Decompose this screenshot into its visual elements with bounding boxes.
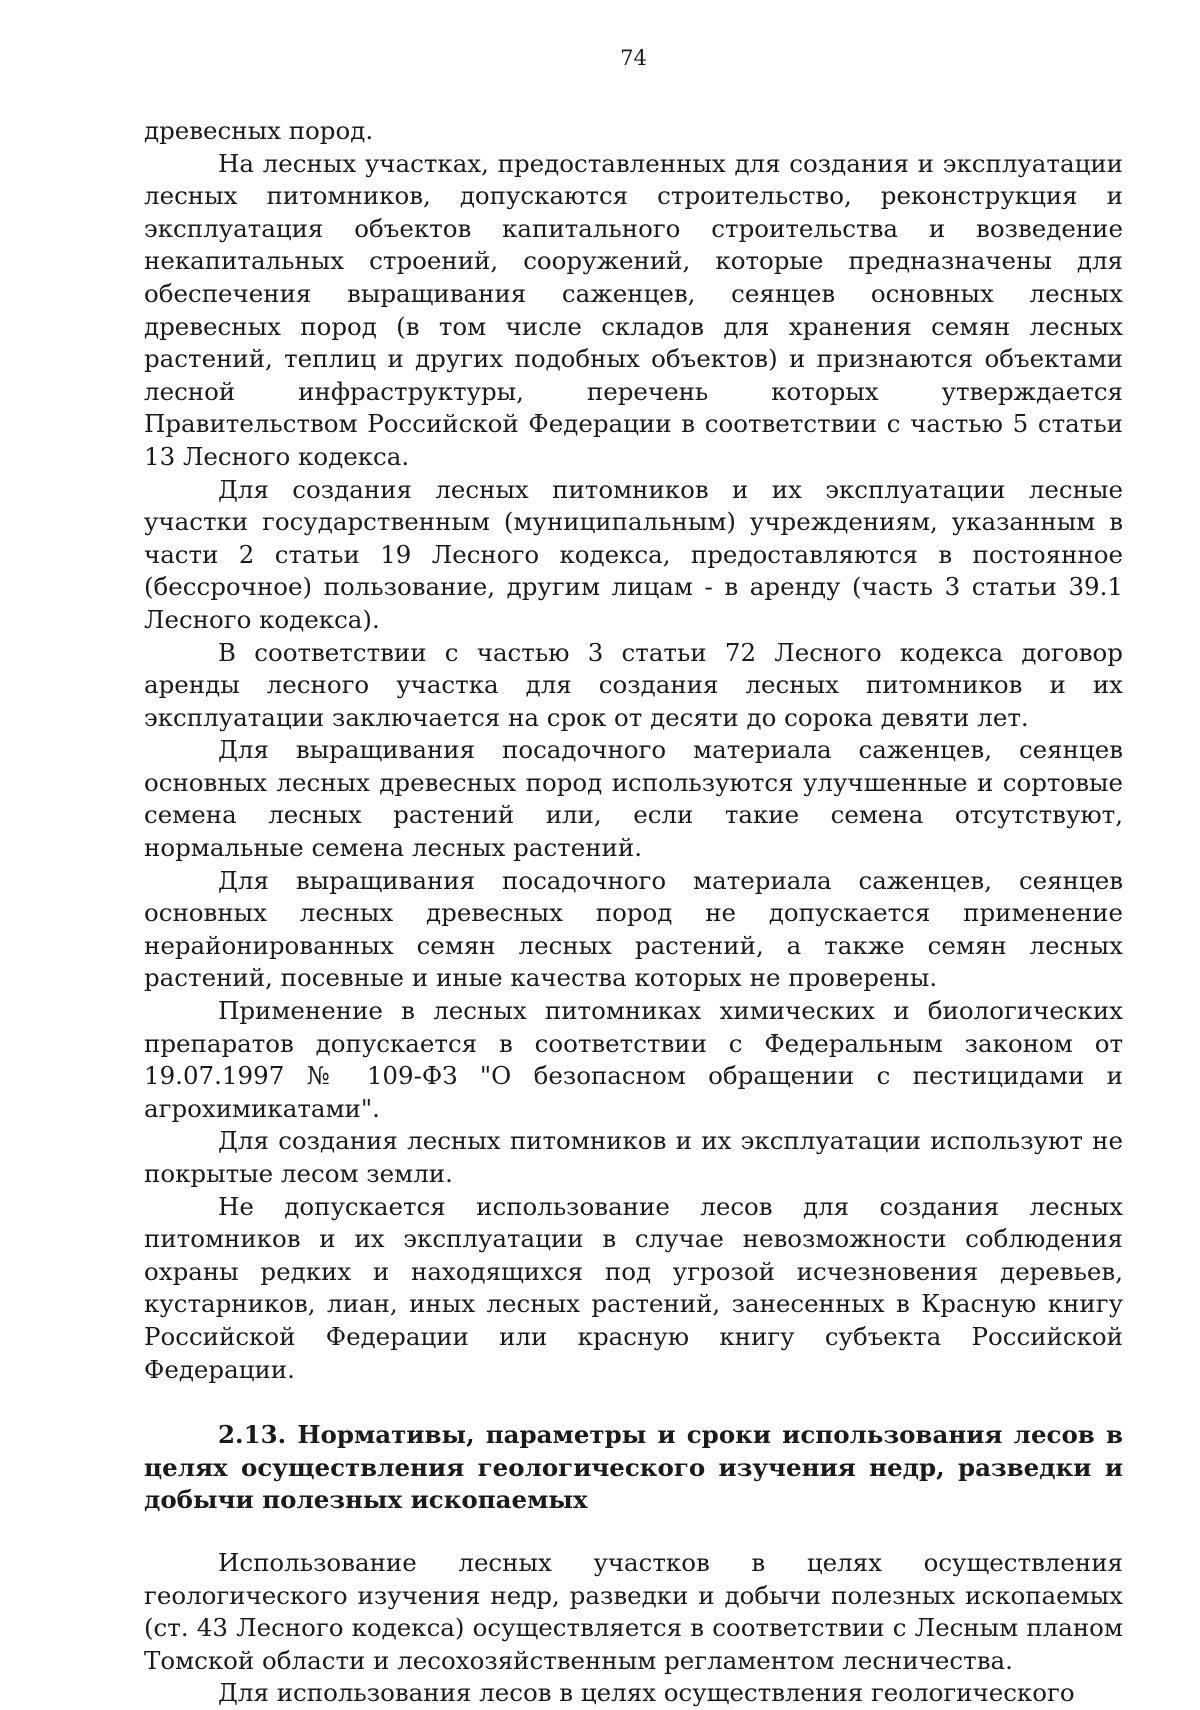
section-heading: 2.13. Нормативы, параметры и сроки использования лесов в целях осуществления геологического изучения недр, разведки и добычи полезных ископаемых bbox=[144, 1420, 1123, 1515]
paragraph: Для создания лесных питомников и их эксплуатации используют не покрытые лесом земли. bbox=[144, 1126, 1123, 1188]
paragraph: В соответствии с частью 3 статьи 72 Лесного кодекса договор аренды лесного участка для создания лесных питомников и их эксплуатации заключается на срок от десяти до сорока девяти лет. bbox=[144, 637, 1123, 732]
paragraph: Применение в лесных питомниках химических и биологических препаратов допускается в соответствии с Федеральным законом от 19.07.1997 № 109-ФЗ "О безопасном обращении с пестицидами и агрохимикатами". bbox=[144, 996, 1123, 1123]
page-number: 74 bbox=[620, 46, 647, 70]
paragraph: древесных пород. bbox=[144, 116, 374, 145]
document-body bbox=[144, 115, 1123, 1710]
paragraph: На лесных участках, предоставленных для создания и эксплуатации лесных питомников, допускаются строительство, реконструкция и эксплуатация объектов капитального строительства и возведение некапитальных строений, сооружений, которые предназначены для обеспечения выращивания саженцев, сеянцев основных лесных древесных пород (в том числе складов для хранения семян лесных растений, теплиц и других подобных объектов) и признаются объектами лесной инфраструктуры, перечень которых утверждается Правительством Российской Федерации в соответствии с частью 5 статьи 13 Лесного кодекса. bbox=[144, 148, 1123, 471]
paragraph: Для выращивания посадочного материала саженцев, сеянцев основных лесных древесных пород не допускается применение нерайонированных семян лесных растений, а также семян лесных растений, посевные и иные качества которых не проверены. bbox=[144, 865, 1123, 993]
paragraph: Использование лесных участков в целях осуществления геологического изучения недр, разведки и добычи полезных ископаемых (ст. 43 Лесного кодекса) осуществляется в соответствии с Лесным планом Томской области и лесохозяйственным регламентом лесничества. bbox=[144, 1547, 1123, 1675]
paragraph: Для использования лесов в целях осуществления геологического bbox=[218, 1678, 1075, 1708]
paragraph: Для выращивания посадочного материала саженцев, сеянцев основных лесных древесных пород используются улучшенные и сортовые семена лесных растений или, если такие семена отсутствуют, нормальные семена лесных растений. bbox=[144, 735, 1123, 863]
paragraph: Для создания лесных питомников и их эксплуатации лесные участки государственным (муниципальным) учреждениям, указанным в части 2 статьи 19 Лесного кодекса, предоставляются в постоянное (бессрочное) пользование, другим лицам - в аренду (часть 3 статьи 39.1 Лесного кодекса). bbox=[144, 474, 1123, 634]
paragraph: Не допускается использование лесов для создания лесных питомников и их эксплуатации в случае невозможности соблюдения охраны редких и находящихся под угрозой исчезновения деревьев, кустарников, лиан, иных лесных растений, занесенных в Красную книгу Российской Федерации или красную книгу субъекта Российской Федерации. bbox=[144, 1191, 1123, 1384]
